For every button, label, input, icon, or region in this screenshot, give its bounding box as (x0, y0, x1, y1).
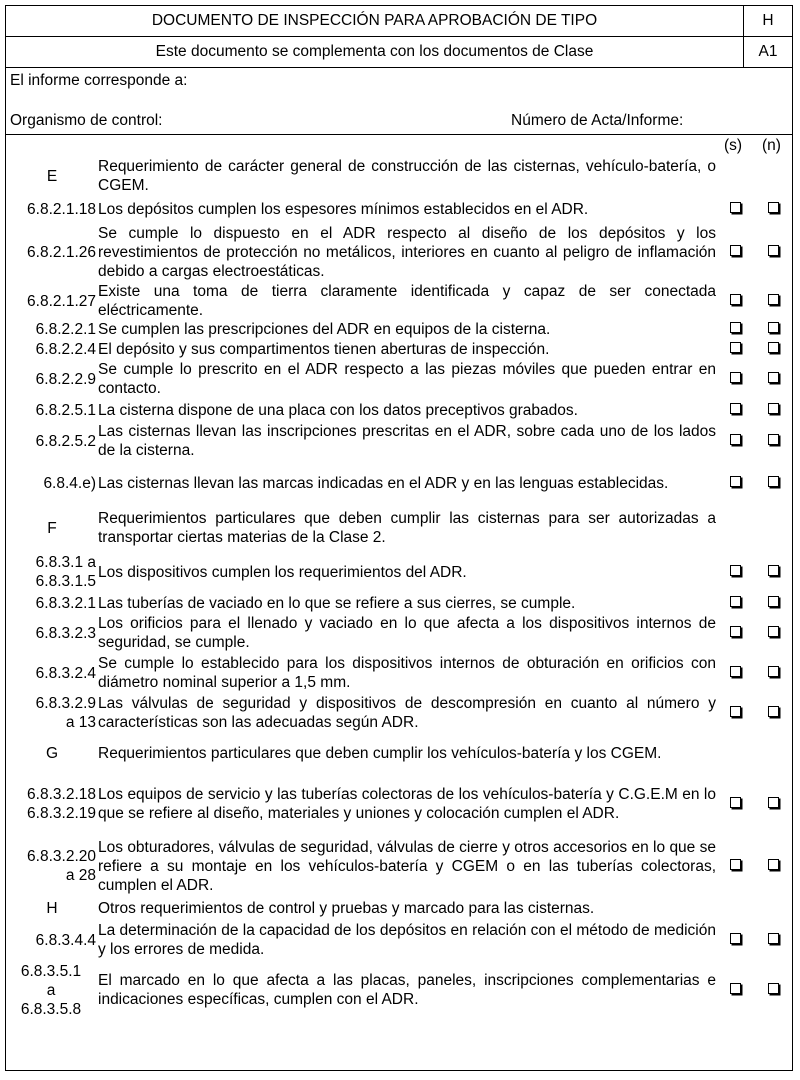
requirement-row (6, 773, 792, 835)
requirements-list (6, 155, 792, 1019)
requirement-description: Los equipos de servicio y las tuberías colectoras de los vehículos-batería y C.G.E.M en lo que se refiere al diseño, materiales y uniones y colocación cumplen el ADR. (98, 786, 716, 822)
checkbox-n[interactable] (768, 403, 779, 414)
column-n-header: (n) (762, 137, 781, 154)
requirement-row (6, 221, 792, 283)
requirement-row (6, 551, 792, 593)
requirement-row (6, 653, 792, 693)
checkbox-n[interactable] (768, 626, 779, 637)
section-code: H (46, 899, 58, 917)
requirement-row (6, 359, 792, 399)
section-row (6, 155, 792, 197)
checkbox-cell-s (716, 320, 754, 338)
checkbox-s[interactable] (730, 245, 741, 256)
checkbox-cell-n (754, 664, 792, 682)
section-row (6, 897, 792, 919)
requirement-description: Se cumplen las prescripciones del ADR en equipos de la cisterna. (98, 320, 551, 338)
requirement-description: Las tuberías de vaciado en lo que se refiere a sus cierres, se cumple. (98, 594, 576, 612)
checkbox-s[interactable] (730, 565, 741, 576)
checkbox-s[interactable] (730, 797, 741, 808)
requirement-description: La cisterna dispone de una placa con los datos preceptivos grabados. (98, 401, 578, 419)
section-description: Requerimientos particulares que deben cumplir las cisternas para ser autorizadas a transportar ciertas materias de la Clase 2. (98, 510, 716, 546)
checkbox-n[interactable] (768, 666, 779, 677)
requirement-code: 6.8.2.1.26 (27, 243, 96, 261)
checkbox-s[interactable] (730, 626, 741, 637)
requirement-description: La determinación de la capacidad de los depósitos en relación con el método de medición y los errores de medida. (98, 922, 716, 958)
checkbox-n[interactable] (768, 706, 779, 717)
requirement-code: 6.8.2.1.27 (27, 292, 96, 310)
requirement-description: Las válvulas de seguridad y dispositivos de descompresión en cuanto al número y características son las adecuadas según ADR. (98, 695, 716, 731)
requirement-code: 6.8.3.2.4 (35, 664, 96, 682)
checkbox-s[interactable] (730, 706, 741, 717)
report-info (6, 68, 792, 135)
requirement-description: Los orificios para el llenado y vaciado en lo que afecta a los dispositivos internos de seguridad, se cumple. (98, 615, 716, 651)
checkbox-cell-n (754, 432, 792, 450)
checkbox-n[interactable] (768, 294, 779, 305)
checkbox-s[interactable] (730, 202, 741, 213)
checkbox-cell-s (716, 981, 754, 999)
checkbox-s[interactable] (730, 859, 741, 870)
inspection-document (5, 5, 793, 1071)
requirement-row (6, 693, 792, 733)
checkbox-n[interactable] (768, 476, 779, 487)
checkbox-n[interactable] (768, 434, 779, 445)
requirement-description: Los dispositivos cumplen los requerimientos del ADR. (98, 563, 467, 581)
requirement-row (6, 197, 792, 221)
checkbox-cell-n (754, 340, 792, 358)
checkbox-s[interactable] (730, 322, 741, 333)
checkbox-cell-n (754, 704, 792, 722)
checkbox-cell-s (716, 563, 754, 581)
checkbox-cell-s (716, 243, 754, 261)
requirement-description: Los obturadores, válvulas de seguridad, válvulas de cierre y otros accesorios en lo que se refiere a su montaje en los vehículos-batería y CGEM o en las tuberías colectoras, cumplen el ADR. (98, 838, 716, 894)
checkbox-cell-s (716, 624, 754, 642)
requirement-description: El depósito y sus compartimentos tienen aberturas de inspección. (98, 340, 550, 358)
requirement-row (6, 919, 792, 961)
checkbox-cell-s (716, 931, 754, 949)
requirement-row (6, 593, 792, 613)
requirement-code: 6.8.2.2.9 (35, 370, 96, 388)
requirement-code: 6.8.3.2.1 (35, 594, 96, 612)
checkbox-cell-n (754, 857, 792, 875)
requirement-row (6, 961, 792, 1019)
checkbox-cell-n (754, 320, 792, 338)
checkbox-cell-s (716, 704, 754, 722)
section-description: Requerimiento de carácter general de construcción de las cisternas, vehículo-batería, o CGEM. (98, 158, 716, 194)
checkbox-cell-n (754, 243, 792, 261)
requirement-code: 6.8.2.2.4 (35, 340, 96, 358)
checkbox-cell-n (754, 401, 792, 419)
requirement-code: 6.8.3.4.4 (35, 931, 96, 949)
requirement-row (6, 283, 792, 319)
checkbox-n[interactable] (768, 933, 779, 944)
checkbox-cell-n (754, 594, 792, 612)
requirement-code: 6.8.3.2.3 (35, 624, 96, 642)
checkbox-cell-s (716, 857, 754, 875)
checkbox-cell-s (716, 594, 754, 612)
requirement-description: Se cumple lo prescrito en el ADR respecto a las piezas móviles que pueden entrar en contacto. (98, 361, 716, 397)
requirement-code: 6.8.2.5.2 (35, 432, 96, 450)
section-description: Otros requerimientos de control y pruebas y marcado para las cisternas. (98, 899, 595, 917)
checkbox-n[interactable] (768, 983, 779, 994)
requirement-row (6, 613, 792, 653)
checkbox-cell-n (754, 292, 792, 310)
control-body-label: Organismo de control: (10, 112, 163, 129)
report-corresponds-label: El informe corresponde a: (10, 72, 188, 89)
requirement-code: 6.8.4.e) (43, 474, 96, 492)
checkbox-cell-s (716, 432, 754, 450)
checkbox-s[interactable] (730, 342, 741, 353)
checkbox-cell-n (754, 370, 792, 388)
checkbox-n[interactable] (768, 859, 779, 870)
checkbox-cell-n (754, 931, 792, 949)
requirement-code: 6.8.2.5.1 (35, 401, 96, 419)
checkbox-s[interactable] (730, 476, 741, 487)
column-headers (6, 135, 792, 155)
requirement-description: Las cisternas llevan las inscripciones prescritas en el ADR, sobre cada uno de los lados de la cisterna. (98, 423, 716, 459)
checkbox-cell-s (716, 795, 754, 813)
checkbox-n[interactable] (768, 342, 779, 353)
checkbox-n[interactable] (768, 565, 779, 576)
requirement-code: 6.8.3.5.1 a 6.8.3.5.8 (20, 962, 82, 1018)
document-subheader (6, 37, 792, 68)
document-header (6, 6, 792, 37)
requirement-code: 6.8.2.2.1 (35, 320, 96, 338)
requirement-code: 6.8.3.2.9 a 13 (35, 695, 96, 731)
checkbox-cell-s (716, 664, 754, 682)
checkbox-s[interactable] (730, 666, 741, 677)
checkbox-cell-n (754, 563, 792, 581)
checkbox-cell-s (716, 401, 754, 419)
document-class: A1 (758, 43, 778, 60)
checkbox-cell-n (754, 474, 792, 492)
checkbox-cell-s (716, 292, 754, 310)
report-number-label: Número de Acta/Informe: (511, 112, 684, 129)
checkbox-s[interactable] (730, 372, 741, 383)
requirement-row (6, 319, 792, 339)
checkbox-cell-s (716, 474, 754, 492)
requirement-code: 6.8.2.1.18 (27, 200, 96, 218)
requirement-description: El marcado en lo que afecta a las placas, paneles, inscripciones complementarias e indicaciones específicas, cumplen con el ADR. (98, 972, 716, 1008)
document-subtitle: Este documento se complementa con los documentos de Clase (6, 37, 744, 67)
checkbox-s[interactable] (730, 596, 741, 607)
checkbox-s[interactable] (730, 933, 741, 944)
checkbox-n[interactable] (768, 797, 779, 808)
checkbox-s[interactable] (730, 403, 741, 414)
requirement-description: Existe una toma de tierra claramente identificada y capaz de ser conectada eléctricamente. (98, 283, 716, 319)
section-code: F (47, 519, 57, 537)
checkbox-cell-n (754, 200, 792, 218)
checkbox-cell-s (716, 340, 754, 358)
section-code: G (45, 744, 59, 762)
checkbox-cell-n (754, 981, 792, 999)
requirement-row (6, 461, 792, 505)
checkbox-n[interactable] (768, 322, 779, 333)
requirement-code: 6.8.3.1 a 6.8.3.1.5 (35, 554, 96, 590)
document-code: H (762, 12, 774, 29)
checkbox-n[interactable] (768, 596, 779, 607)
checkbox-cell-n (754, 795, 792, 813)
section-code: E (46, 167, 58, 185)
checkbox-n[interactable] (768, 372, 779, 383)
requirement-code: 6.8.3.2.20 a 28 (27, 848, 96, 884)
checkbox-cell-n (754, 624, 792, 642)
checkbox-cell-s (716, 370, 754, 388)
checkbox-n[interactable] (768, 245, 779, 256)
checkbox-s[interactable] (730, 294, 741, 305)
section-description: Requerimientos particulares que deben cumplir los vehículos-batería y los CGEM. (98, 744, 662, 762)
requirement-row (6, 399, 792, 421)
requirement-row (6, 421, 792, 461)
column-s-header: (s) (724, 137, 743, 154)
section-row (6, 505, 792, 551)
document-title: DOCUMENTO DE INSPECCIÓN PARA APROBACIÓN DE TIPO (6, 6, 744, 36)
requirement-description: Se cumple lo dispuesto en el ADR respecto al diseño de los depósitos y los revestimientos de protección no metálicos, interiores en cuanto al peligro de inflamación debido a cargas electroestáticas. (98, 224, 716, 280)
requirement-row (6, 339, 792, 359)
requirement-description: Las cisternas llevan las marcas indicadas en el ADR y en las lenguas establecidas. (98, 474, 669, 492)
requirement-row (6, 835, 792, 897)
checkbox-s[interactable] (730, 434, 741, 445)
section-row (6, 733, 792, 773)
requirement-description: Los depósitos cumplen los espesores mínimos establecidos en el ADR. (98, 200, 589, 218)
requirement-description: Se cumple lo establecido para los dispositivos internos de obturación en orificios con diámetro nominal superior a 1,5 mm. (98, 655, 716, 691)
checkbox-n[interactable] (768, 202, 779, 213)
checkbox-cell-s (716, 200, 754, 218)
requirement-code: 6.8.3.2.18 6.8.3.2.19 (27, 786, 96, 822)
checkbox-s[interactable] (730, 983, 741, 994)
